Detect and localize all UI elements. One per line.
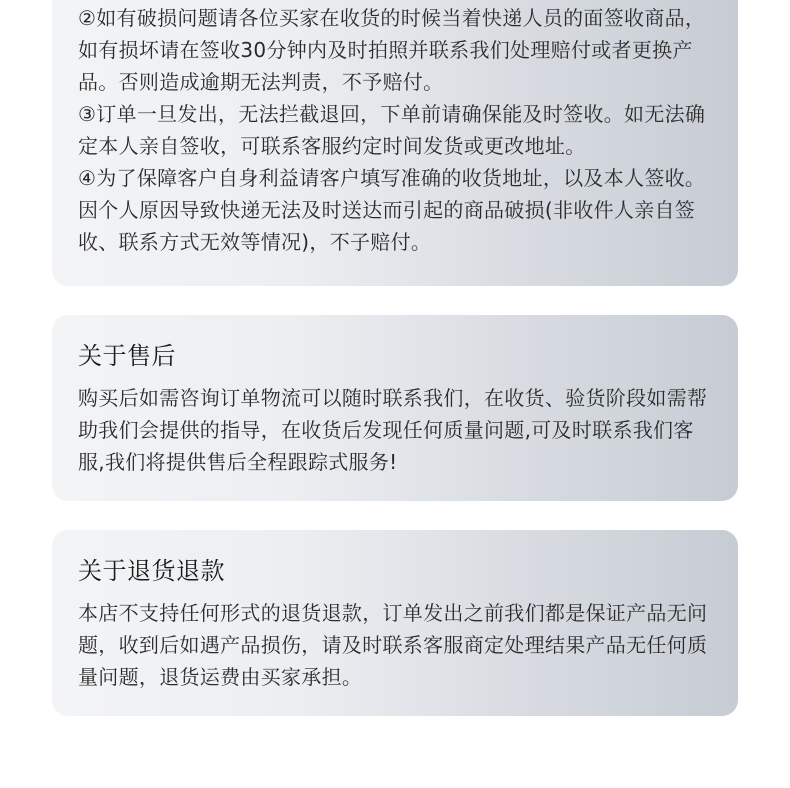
shipping-notice-card (52, 0, 738, 286)
notice-paragraph-address: ④为了保障客户自身利益请客户填写准确的收货地址，以及本人签收。因个人原因导致快递无法及时送达而引起的商品破损(非收件人亲自签收、联系方式无效等情况)，不子赔付。 (78, 166, 706, 254)
after-sales-title: 关于售后 (78, 342, 176, 370)
return-refund-title: 关于退货退款 (78, 557, 225, 585)
return-refund-paragraph: 本店不支持任何形式的退货退款，订单发出之前我们都是保证产品无问题，收到后如遇产品损伤，请及时联系客服商定处理结果产品无任何质量问题，退货运费由买家承担。 (78, 601, 708, 689)
after-sales-paragraph: 购买后如需咨询订单物流可以随时联系我们，在收货、验货阶段如需帮助我们会提供的指导，在收货后发现任何质量问题,可及时联系我们客服,我们将提供售后全程跟踪式服务! (78, 386, 708, 474)
notice-paragraph-no-intercept: ③订单一旦发出，无法拦截退回，下单前请确保能及时签收。如无法确定本人亲自签收，可联系客服约定时间发货或更改地址。 (78, 102, 706, 158)
after-sales-card (52, 315, 738, 501)
notice-paragraph-damage: ②如有破损问题请各位买家在收货的时候当着快递人员的面签收商品，如有损坏请在签收30分钟内及时拍照并联系我们处理赔付或者更换产品。否则造成逾期无法判责，不予赔付。 (78, 6, 706, 94)
return-refund-card (52, 530, 738, 716)
